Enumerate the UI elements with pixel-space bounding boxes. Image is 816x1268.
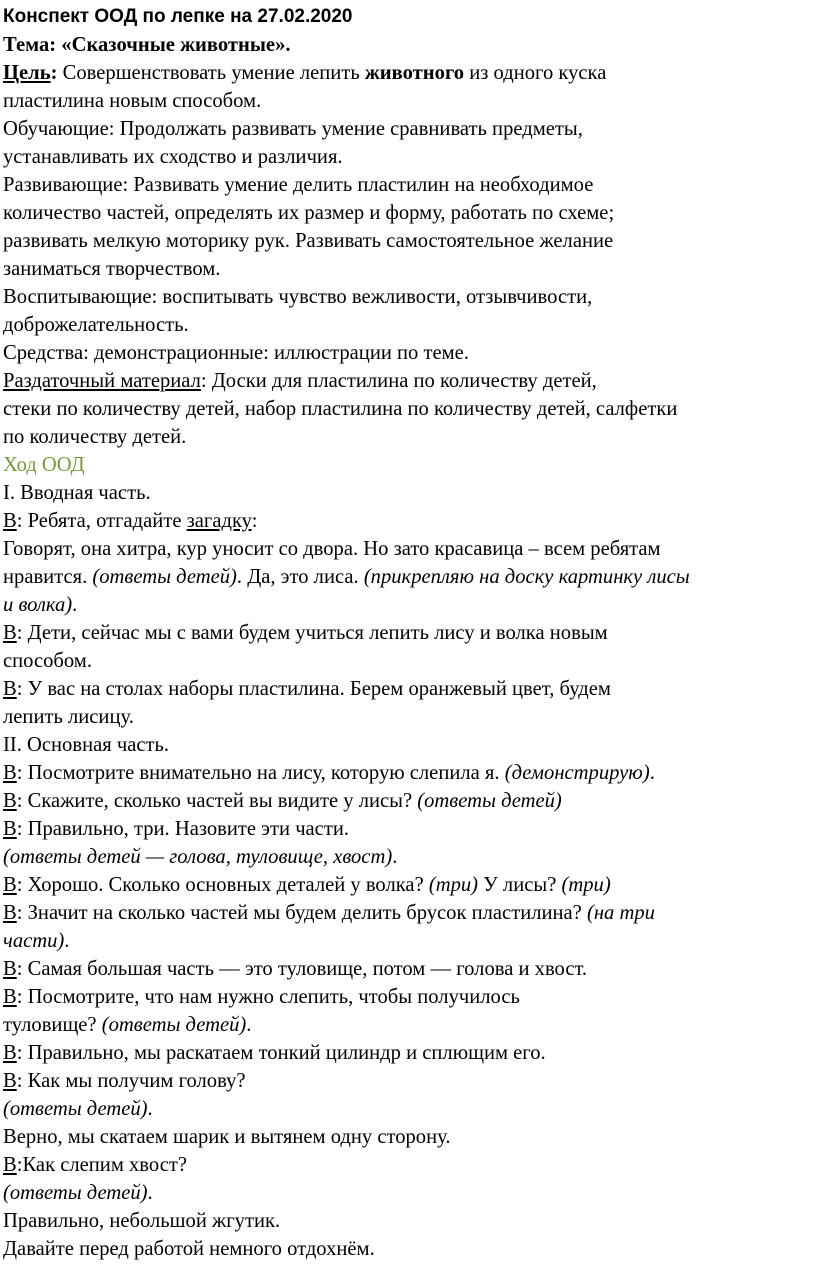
dialog-text: : Значит на сколько частей мы будем делить брусок пластилина?: [16, 902, 587, 924]
dialog-text: .: [246, 1014, 252, 1036]
speaker-v: В: [3, 902, 17, 924]
riddle-word: загадку: [186, 510, 252, 532]
dialog-line: [3, 815, 816, 843]
remark: (ответы детей): [417, 790, 562, 812]
speaker-v: В: [3, 1042, 17, 1064]
dev-line-3: развивать мелкую моторику рук. Развивать самостоятельное желание: [3, 230, 614, 252]
dialog-line: [3, 1179, 816, 1207]
dialog-text: : Как мы получим голову?: [16, 1070, 246, 1092]
dialog-line: способом.: [3, 650, 92, 672]
dialog-text: :: [251, 510, 258, 532]
dialog-text: : Скажите, сколько частей вы видите у лисы?: [16, 790, 418, 812]
dialog-line: [3, 675, 816, 703]
goal-line-2: пластилина новым способом.: [3, 90, 262, 112]
goal-text-end: из одного куска: [464, 62, 607, 84]
dialog-text: .: [72, 594, 78, 616]
dialog-line: лепить лисицу.: [3, 706, 134, 728]
dialog-line: [3, 955, 816, 983]
dev-line-2: количество частей, определять их размер и форму, работать по схеме;: [3, 202, 615, 224]
part-1-heading: I. Вводная часть.: [3, 482, 151, 504]
section-heading: Ход ООД: [3, 454, 85, 476]
remark: (ответы детей — голова, туловище, хвост): [3, 846, 393, 868]
remark: (ответы детей): [3, 1182, 148, 1204]
dialog-line: [3, 871, 816, 899]
dialog-text: : Ребята, отгадайте: [16, 510, 187, 532]
dialog-text: : Правильно, мы раскатаем тонкий цилиндр и сплющим его.: [16, 1042, 546, 1064]
remark: (ответы детей): [92, 566, 237, 588]
remark: (демонстрирую): [504, 762, 650, 784]
dialog-line: [3, 787, 816, 815]
remark: (три): [428, 874, 479, 896]
dialog-line: Верно, мы скатаем шарик и вытянем одну сторону.: [3, 1126, 451, 1148]
doc-title: Конспект ООД по лепке на 27.02.2020: [3, 6, 353, 27]
remark: (прикрепляю на доску картинку лисы: [363, 566, 690, 588]
remark: (на три: [586, 902, 655, 924]
speaker-v: В: [3, 790, 17, 812]
dialog-text: .: [649, 762, 655, 784]
handout-line-3: по количеству детей.: [3, 426, 187, 448]
dialog-line: [3, 983, 816, 1011]
dev-line-4: заниматься творчеством.: [3, 258, 221, 280]
edu-line-2: устанавливать их сходство и различия.: [3, 146, 343, 168]
dialog-line: [3, 927, 816, 955]
dialog-line: [3, 1095, 816, 1123]
dialog-line: [3, 1151, 816, 1179]
remark: (ответы детей): [3, 1098, 148, 1120]
speaker-v: В: [3, 958, 17, 980]
dialog-text: : У вас на столах наборы пластилина. Берем оранжевый цвет, будем: [16, 678, 611, 700]
riddle-line-2: [3, 563, 816, 591]
dev-line-1: Развивающие: Развивать умение делить пластилин на необходимое: [3, 174, 594, 196]
speaker-v: В: [3, 818, 17, 840]
means-line: Средства: демонстрационные: иллюстрации по теме.: [3, 342, 469, 364]
edu-line-1: Обучающие: Продолжать развивать умение сравнивать предметы,: [3, 118, 583, 140]
speaker-v: В: [3, 1154, 17, 1176]
dialog-line: [3, 1011, 816, 1039]
dialog-line: [3, 507, 816, 535]
dialog-text: У лисы?: [478, 874, 562, 896]
dialog-text: : Хорошо. Сколько основных деталей у волка?: [16, 874, 429, 896]
handout-line-1: [3, 367, 816, 395]
dialog-line: [3, 899, 816, 927]
doc-topic: Тема: «Сказочные животные».: [3, 34, 291, 56]
goal-label: Цель: [3, 62, 51, 84]
speaker-v: В: [3, 622, 17, 644]
dialog-text: :Как слепим хвост?: [16, 1154, 187, 1176]
speaker-v: В: [3, 762, 17, 784]
dialog-text: .: [147, 1098, 153, 1120]
dialog-text: туловище?: [3, 1014, 102, 1036]
dialog-text: : Посмотрите, что нам нужно слепить, чтобы получилось: [16, 986, 520, 1008]
dialog-text: .: [147, 1182, 153, 1204]
dialog-text: . Да, это лиса.: [236, 566, 364, 588]
goal-bold-word: животного: [364, 62, 465, 84]
remark: части): [3, 930, 65, 952]
goal-text: Совершенствовать умение лепить: [57, 62, 365, 84]
dialog-text: : Самая большая часть — это туловище, потом — голова и хвост.: [16, 958, 588, 980]
dialog-text: .: [64, 930, 70, 952]
riddle-line-1: Говорят, она хитра, кур уносит со двора. Но зато красавица – всем ребятам: [3, 538, 661, 560]
goal-colon: :: [50, 62, 58, 84]
dialog-text: : Посмотрите внимательно на лису, которую слепила я.: [16, 762, 505, 784]
speaker-v: В: [3, 1070, 17, 1092]
dialog-line: [3, 843, 816, 871]
dialog-text: нравится.: [3, 566, 93, 588]
remark: (три): [561, 874, 611, 896]
dialog-line: [3, 619, 816, 647]
dialog-text: .: [392, 846, 398, 868]
speaker-v: В: [3, 678, 17, 700]
dialog-line: [3, 759, 816, 787]
speaker-v: В: [3, 510, 17, 532]
dialog-text: : Дети, сейчас мы с вами будем учиться лепить лису и волка новым: [16, 622, 608, 644]
dialog-line: Давайте перед работой немного отдохнём.: [3, 1238, 375, 1260]
handout-text: : Доски для пластилина по количеству детей,: [200, 370, 597, 392]
speaker-v: В: [3, 986, 17, 1008]
riddle-line-3: [3, 591, 816, 619]
handout-label: Раздаточный материал: [3, 370, 201, 392]
part-2-heading: II. Основная часть.: [3, 734, 170, 756]
remark: и волка): [3, 594, 73, 616]
handout-line-2: стеки по количеству детей, набор пластилина по количеству детей, салфетки: [3, 398, 678, 420]
dialog-text: : Правильно, три. Назовите эти части.: [16, 818, 349, 840]
dialog-line: [3, 1067, 816, 1095]
dialog-line: Правильно, небольшой жгутик.: [3, 1210, 281, 1232]
remark: (ответы детей): [101, 1014, 247, 1036]
upbringing-line-1: Воспитывающие: воспитывать чувство вежливости, отзывчивости,: [3, 286, 593, 308]
goal-line-1: [3, 59, 816, 87]
dialog-line: [3, 1039, 816, 1067]
upbringing-line-2: доброжелательность.: [3, 314, 189, 336]
speaker-v: В: [3, 874, 17, 896]
